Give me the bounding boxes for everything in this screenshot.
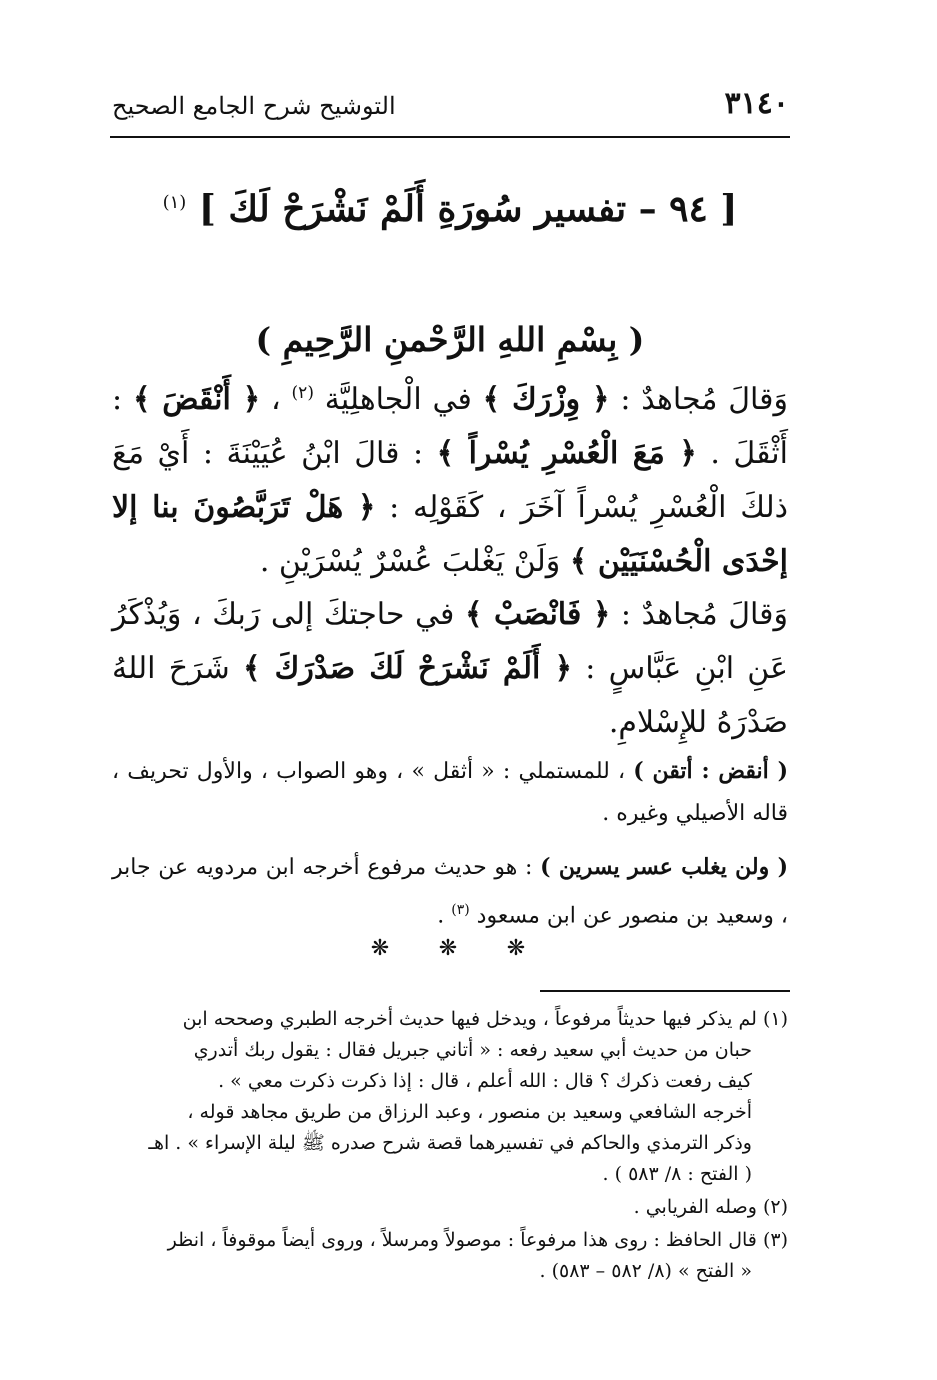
footnote-3: [112, 1225, 788, 1287]
commentary-text-end: .: [437, 903, 452, 929]
footnote-line: قال الحافظ : روى هذا مرفوعاً : موصولاً ومرسلاً ، وروى أيضاً موقوفاً ، انظر: [167, 1229, 757, 1251]
matn-text: وَلَنْ يَغْلبَ عُسْرٌ يُسْرَيْنِ .: [259, 544, 570, 579]
footnote-line: أخرجه الشافعي وسعيد بن منصور ، وعبد الرزاق من طريق مجاهد قوله ،: [187, 1101, 752, 1123]
footnote-2: [112, 1192, 788, 1223]
footnote-line: لم يذكر فيها حديثاً مرفوعاً ، ويدخل فيها حديث أخرجه الطبري وصححه ابن: [182, 1008, 757, 1030]
quran-quote: ﴿ أَلَمْ نَشْرَحْ لَكَ صَدْرَكَ ﴾: [242, 651, 573, 686]
matn-text: وَقالَ مُجاهدٌ :: [610, 597, 788, 632]
footnote-line: وذكر الترمذي والحاكم في تفسيرهما قصة شرح صدره ﷺ ليلة الإسراء » . اهـ: [148, 1132, 752, 1154]
footnote-line: حبان من حديث أبي سعيد رفعه : « أتاني جبريل فقال : يقول ربك أتدري: [193, 1039, 752, 1061]
quran-quote: ﴿ مَعَ الْعُسْرِ يُسْراً ﴾: [436, 436, 697, 471]
basmala: ( بِسْمِ اللهِ الرَّحْمنِ الرَّحِيمِ ): [255, 320, 645, 359]
star-ornament-icon: ❋: [438, 936, 462, 961]
quran-quote: ﴿ أَنْقَضَ ﴾: [132, 382, 261, 417]
commentary-lemma: ( أنقض : أتقن ): [633, 758, 788, 784]
matn-text: : قالَ ابْنُ عُيَيْنَةَ : أَيْ مَعَ ذلكَ الْعُسْرِ يُسْراً آخَرَ ، كَقَوْلِه :: [112, 436, 788, 525]
matn-text: في حاجتكَ إلى رَبكَ ، وَيُذْكَرُ عَنِ ابْنِ عَبَّاسٍ :: [112, 597, 788, 686]
chapter-title-text: [ ٩٤ – تفسير سُورَةِ أَلَمْ نَشْرَحْ لَكَ ]: [198, 188, 738, 230]
footnote-1: [112, 1004, 788, 1190]
footnote-number: (١): [762, 1008, 788, 1030]
matn-text: ،: [260, 382, 292, 417]
header-rule: [110, 136, 790, 138]
commentary-text: : هو حديث مرفوع أخرجه ابن مردويه عن جابر ، وسعيد بن منصور عن ابن مسعود: [112, 855, 788, 929]
footnote-line: كيف رفعت ذكرك ؟ قال : الله أعلم ، قال : إذا ذكرت ذكرت معي » .: [218, 1070, 752, 1092]
footnote-ref-2: (٢): [291, 383, 314, 403]
footnote-number: (٢): [762, 1196, 788, 1218]
footnote-rule: [540, 990, 790, 992]
star-ornament-icon: ❋: [506, 936, 530, 961]
commentary-text: ، للمستملي : « أثقل » ، وهو الصواب ، والأول تحريف ، قاله الأصيلي وغيره .: [112, 759, 788, 826]
footnote-line: « الفتح » (٨/ ٥٨٢ – ٥٨٣) .: [539, 1260, 752, 1282]
quran-quote: ﴿ هَلْ تَرَبَّصُونَ بنا إلا إحْدَى الْحُسْنَيَيْن ﴾: [112, 490, 788, 579]
commentary-paragraph-1: [112, 750, 788, 835]
matn-text: : أَثْقَلَ .: [112, 382, 788, 471]
footnote-ref-3: (٣): [451, 902, 470, 918]
matn-paragraph-2: [112, 588, 788, 750]
matn-text: وَقالَ مُجاهدٌ :: [609, 382, 788, 417]
page-number: ٣١٤٠: [724, 86, 789, 121]
matn-text: شَرَحَ اللهُ صَدْرَهُ للإِسْلامِ.: [112, 651, 788, 740]
section-separator: [110, 936, 790, 961]
quran-quote: ﴿ وِزْرَكَ ﴾: [482, 382, 610, 417]
footnote-ref-1: (١): [162, 192, 187, 213]
matn-paragraph-1: [112, 366, 788, 589]
quran-quote: ﴿ فَانْصَبْ ﴾: [464, 597, 611, 632]
running-header-title: التوشيح شرح الجامع الصحيح: [112, 92, 396, 120]
footnote-line: ( الفتح : ٨/ ٥٨٣ ) .: [602, 1163, 752, 1185]
star-ornament-icon: ❋: [370, 936, 394, 961]
commentary-paragraph-2: [112, 846, 788, 937]
commentary-lemma: ( ولن يغلب عسر يسرين ): [540, 854, 788, 880]
footnotes: [112, 1004, 788, 1289]
footnote-line: وصله الفريابي .: [633, 1196, 757, 1218]
footnote-number: (٣): [762, 1229, 788, 1251]
chapter-title: [110, 188, 790, 230]
matn-text: في الْجاهلِيَّة: [313, 382, 483, 417]
